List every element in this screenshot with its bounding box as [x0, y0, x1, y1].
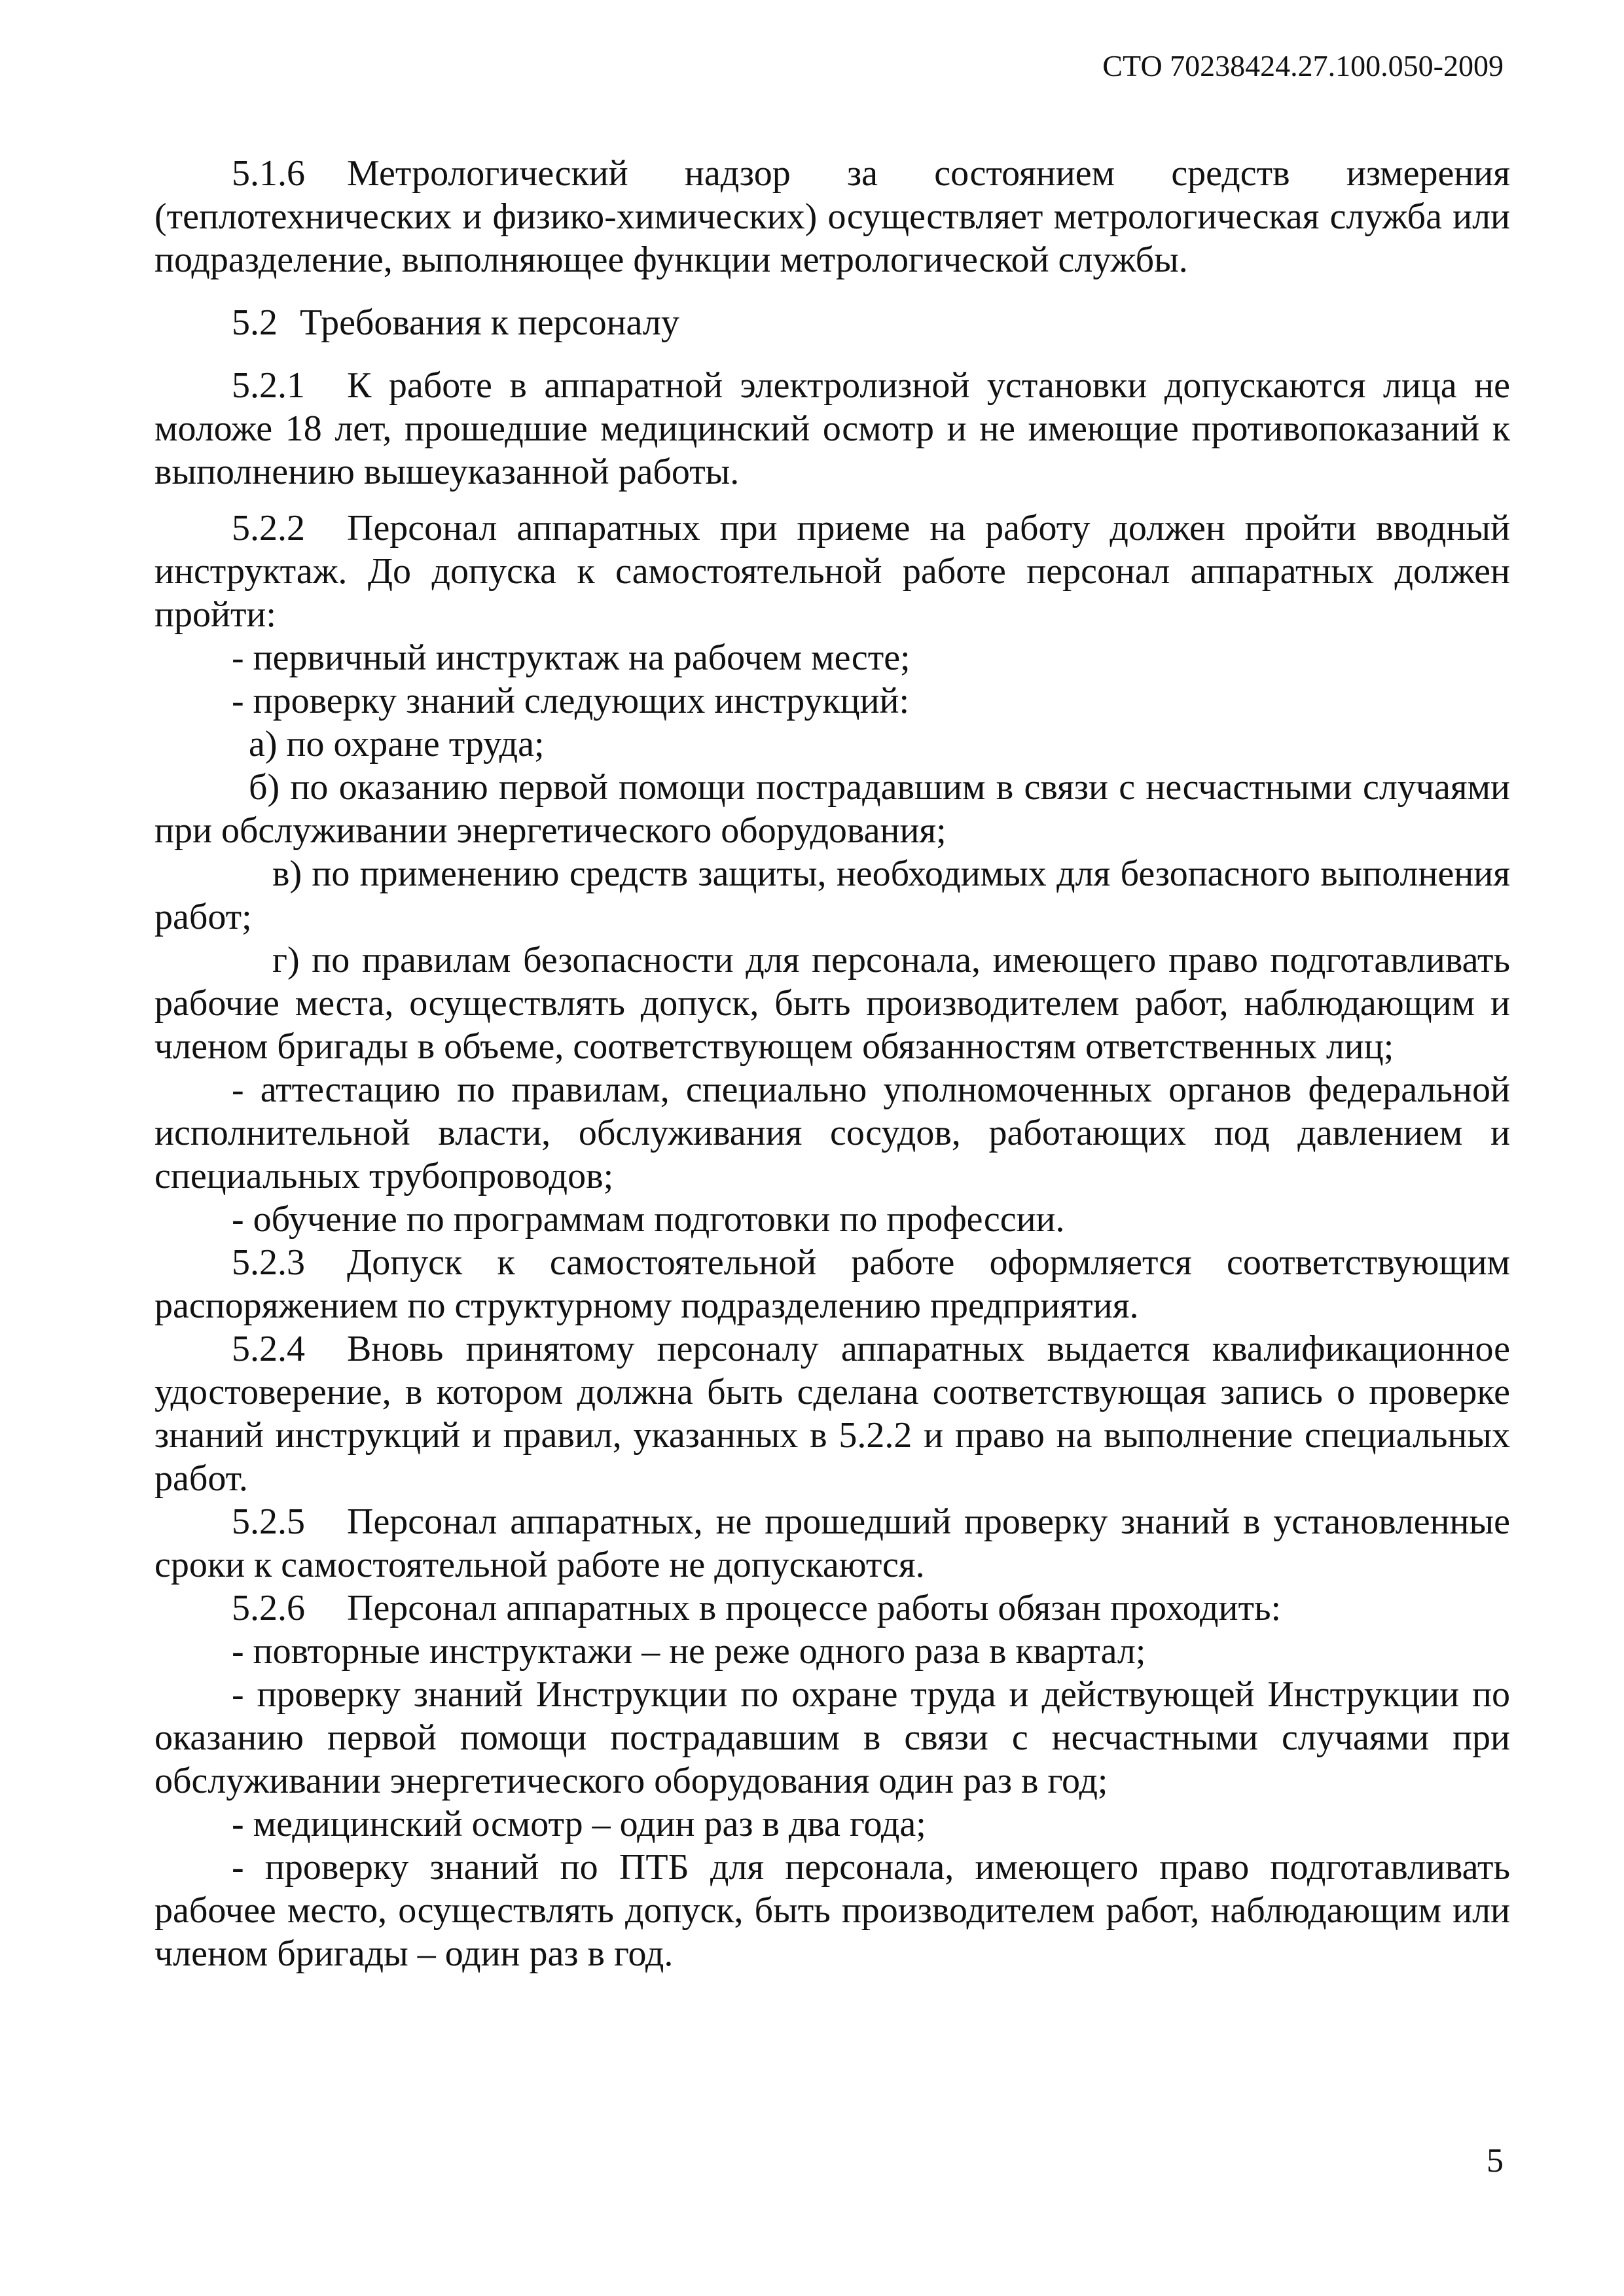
paragraph-text: Метрологический надзор за состоянием средств измерения (теплотехнических и физико-химических) осуществляет метрологическая служба или подразделение, выполняющее функции метрологической службы.: [154, 153, 1510, 280]
document-body: [154, 152, 1510, 1975]
paragraph-number: 5.2.5: [232, 1501, 305, 1542]
paragraph-5-2-3: [154, 1241, 1510, 1327]
paragraph-5-1-6: [154, 152, 1510, 281]
section-title: Требования к персоналу: [300, 302, 679, 343]
list-item: - обучение по программам подготовки по профессии.: [232, 1199, 1065, 1240]
list-item: - медицинский осмотр – один раз в два года;: [232, 1804, 926, 1844]
paragraph-number: 5.2.1: [232, 365, 305, 406]
paragraph-5-2-4: [154, 1327, 1510, 1500]
list-item: - аттестацию по правилам, специально уполномоченных органов федеральной исполнительной власти, обслуживания сосудов, работающих под давлением и специальных трубопроводов;: [154, 1069, 1510, 1196]
list-item: - проверку знаний следующих инструкций:: [232, 681, 910, 721]
document-code: СТО 70238424.27.100.050-2009: [1102, 49, 1504, 82]
list-item: - повторные инструктажи – не реже одного раза в квартал;: [232, 1631, 1146, 1672]
paragraph-number: 5.2.3: [232, 1242, 305, 1283]
section-heading-5-2: [154, 301, 1510, 344]
sub-list-item: в) по применению средств защиты, необходимых для безопасного выполнения работ;: [154, 853, 1510, 937]
paragraph-number: 5.2.2: [232, 508, 305, 548]
page-number: 5: [1487, 2142, 1504, 2179]
paragraph-5-2-5: [154, 1500, 1510, 1587]
paragraph-text: Допуск к самостоятельной работе оформляется соответствующим распоряжением по структурному подразделению предприятия.: [154, 1242, 1510, 1326]
paragraph-text: Персонал аппаратных в процессе работы обязан проходить:: [347, 1588, 1282, 1628]
paragraph-text: К работе в аппаратной электролизной установки допускаются лица не моложе 18 лет, прошедшие медицинский осмотр и не имеющие противопоказаний к выполнению вышеуказанной работы.: [154, 365, 1510, 492]
sub-list-item: а) по охране труда;: [249, 724, 545, 764]
section-number: 5.2: [232, 302, 278, 343]
paragraph-text: Вновь принятому персоналу аппаратных выдается квалификационное удостоверение, в котором должна быть сделана соответствующая запись о проверке знаний инструкций и правил, указанных в 5.2.2 и право на выполнение специальных работ.: [154, 1329, 1510, 1499]
sub-list-item: б) по оказанию первой помощи пострадавшим в связи с несчастными случаями при обслуживании энергетического оборудования;: [154, 767, 1510, 851]
paragraph-text: Персонал аппаратных, не прошедший проверку знаний в установленные сроки к самостоятельной работе не допускаются.: [154, 1501, 1510, 1585]
paragraph-number: 5.2.6: [232, 1588, 305, 1628]
paragraph-text: Персонал аппаратных при приеме на работу должен пройти вводный инструктаж. До допуска к самостоятельной работе персонал аппаратных должен пройти:: [154, 508, 1510, 635]
paragraph-number: 5.1.6: [232, 153, 305, 194]
list-item: - проверку знаний по ПТБ для персонала, имеющего право подготавливать рабочее место, осуществлять допуск, быть производителем работ, наблюдающим или членом бригады – один раз в год.: [154, 1847, 1510, 1974]
paragraph-number: 5.2.4: [232, 1329, 305, 1369]
list-item: - проверку знаний Инструкции по охране труда и действующей Инструкции по оказанию первой помощи пострадавшим в связи с несчастными случаями при обслуживании энергетического оборудования один раз в год;: [154, 1674, 1510, 1801]
list-item: - первичный инструктаж на рабочем месте;: [232, 637, 911, 678]
sub-list-item: г) по правилам безопасности для персонала, имеющего право подготавливать рабочие места, осуществлять допуск, быть производителем работ, наблюдающим и членом бригады в объеме, соответствующем обязанностям ответственных лиц;: [154, 940, 1510, 1067]
paragraph-5-2-2: [154, 507, 1510, 636]
paragraph-5-2-1: [154, 364, 1510, 493]
paragraph-5-2-6: [154, 1587, 1510, 1630]
